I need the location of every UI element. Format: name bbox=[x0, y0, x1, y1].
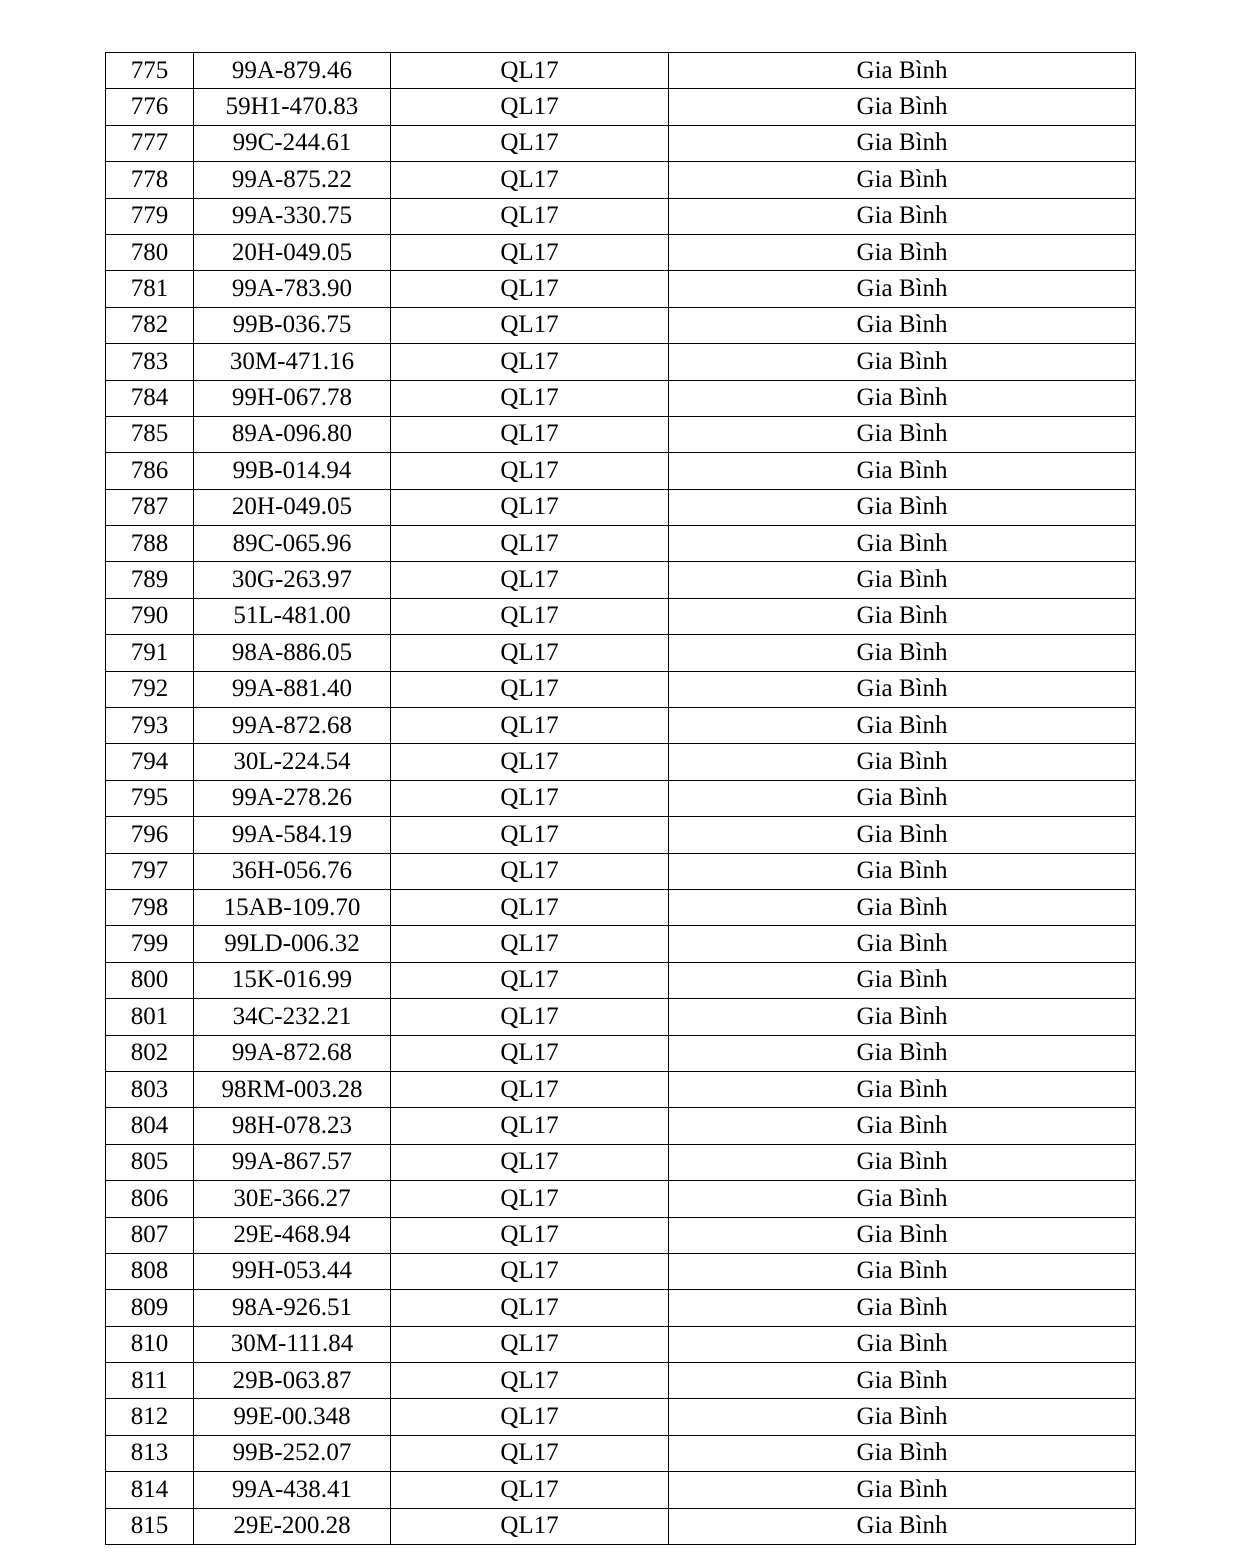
cell-place: Gia Bình bbox=[669, 962, 1136, 998]
table-row bbox=[106, 526, 1136, 562]
table-row bbox=[106, 1071, 1136, 1107]
cell-place: Gia Bình bbox=[669, 1108, 1136, 1144]
cell-route: QL17 bbox=[391, 1253, 669, 1289]
cell-stt: 782 bbox=[106, 307, 194, 343]
cell-stt: 797 bbox=[106, 853, 194, 889]
cell-stt: 787 bbox=[106, 489, 194, 525]
table-row bbox=[106, 271, 1136, 307]
cell-place: Gia Bình bbox=[669, 125, 1136, 161]
cell-place: Gia Bình bbox=[669, 671, 1136, 707]
cell-place: Gia Bình bbox=[669, 926, 1136, 962]
cell-route: QL17 bbox=[391, 1071, 669, 1107]
cell-route: QL17 bbox=[391, 416, 669, 452]
cell-route: QL17 bbox=[391, 562, 669, 598]
cell-stt: 784 bbox=[106, 380, 194, 416]
table-row bbox=[106, 1399, 1136, 1435]
cell-stt: 795 bbox=[106, 780, 194, 816]
cell-plate: 99A-438.41 bbox=[194, 1472, 391, 1508]
table-row bbox=[106, 926, 1136, 962]
cell-route: QL17 bbox=[391, 635, 669, 671]
cell-route: QL17 bbox=[391, 671, 669, 707]
table-row bbox=[106, 1290, 1136, 1326]
cell-route: QL17 bbox=[391, 744, 669, 780]
cell-plate: 98A-886.05 bbox=[194, 635, 391, 671]
cell-stt: 779 bbox=[106, 198, 194, 234]
cell-stt: 811 bbox=[106, 1363, 194, 1399]
cell-route: QL17 bbox=[391, 1508, 669, 1544]
cell-route: QL17 bbox=[391, 1435, 669, 1471]
cell-stt: 790 bbox=[106, 598, 194, 634]
table-row bbox=[106, 744, 1136, 780]
cell-place: Gia Bình bbox=[669, 1363, 1136, 1399]
cell-route: QL17 bbox=[391, 125, 669, 161]
cell-place: Gia Bình bbox=[669, 1071, 1136, 1107]
cell-place: Gia Bình bbox=[669, 1508, 1136, 1544]
cell-route: QL17 bbox=[391, 1181, 669, 1217]
cell-route: QL17 bbox=[391, 526, 669, 562]
table-row bbox=[106, 344, 1136, 380]
cell-place: Gia Bình bbox=[669, 380, 1136, 416]
cell-place: Gia Bình bbox=[669, 635, 1136, 671]
cell-place: Gia Bình bbox=[669, 999, 1136, 1035]
cell-place: Gia Bình bbox=[669, 89, 1136, 125]
table-row bbox=[106, 1253, 1136, 1289]
cell-place: Gia Bình bbox=[669, 53, 1136, 89]
cell-route: QL17 bbox=[391, 1472, 669, 1508]
cell-plate: 34C-232.21 bbox=[194, 999, 391, 1035]
cell-stt: 812 bbox=[106, 1399, 194, 1435]
table-row bbox=[106, 1326, 1136, 1362]
cell-route: QL17 bbox=[391, 89, 669, 125]
cell-stt: 809 bbox=[106, 1290, 194, 1326]
table-row bbox=[106, 671, 1136, 707]
cell-plate: 30M-471.16 bbox=[194, 344, 391, 380]
cell-place: Gia Bình bbox=[669, 1035, 1136, 1071]
cell-stt: 804 bbox=[106, 1108, 194, 1144]
table-row bbox=[106, 416, 1136, 452]
cell-stt: 786 bbox=[106, 453, 194, 489]
cell-plate: 29B-063.87 bbox=[194, 1363, 391, 1399]
cell-plate: 99B-252.07 bbox=[194, 1435, 391, 1471]
cell-stt: 780 bbox=[106, 234, 194, 270]
cell-stt: 794 bbox=[106, 744, 194, 780]
cell-stt: 788 bbox=[106, 526, 194, 562]
cell-place: Gia Bình bbox=[669, 817, 1136, 853]
cell-stt: 777 bbox=[106, 125, 194, 161]
cell-plate: 30M-111.84 bbox=[194, 1326, 391, 1362]
cell-plate: 99H-067.78 bbox=[194, 380, 391, 416]
cell-route: QL17 bbox=[391, 1217, 669, 1253]
cell-plate: 99A-881.40 bbox=[194, 671, 391, 707]
table-row bbox=[106, 380, 1136, 416]
table-row bbox=[106, 1181, 1136, 1217]
cell-place: Gia Bình bbox=[669, 598, 1136, 634]
table-row bbox=[106, 53, 1136, 89]
cell-plate: 99A-584.19 bbox=[194, 817, 391, 853]
table-row bbox=[106, 1363, 1136, 1399]
cell-stt: 778 bbox=[106, 162, 194, 198]
cell-plate: 99A-330.75 bbox=[194, 198, 391, 234]
table-row bbox=[106, 1108, 1136, 1144]
cell-plate: 36H-056.76 bbox=[194, 853, 391, 889]
cell-plate: 15AB-109.70 bbox=[194, 889, 391, 925]
cell-stt: 792 bbox=[106, 671, 194, 707]
cell-stt: 815 bbox=[106, 1508, 194, 1544]
cell-place: Gia Bình bbox=[669, 1435, 1136, 1471]
table-row bbox=[106, 635, 1136, 671]
cell-plate: 59H1-470.83 bbox=[194, 89, 391, 125]
table-body bbox=[106, 53, 1136, 1545]
cell-place: Gia Bình bbox=[669, 853, 1136, 889]
cell-place: Gia Bình bbox=[669, 344, 1136, 380]
cell-stt: 781 bbox=[106, 271, 194, 307]
cell-stt: 806 bbox=[106, 1181, 194, 1217]
cell-route: QL17 bbox=[391, 162, 669, 198]
cell-stt: 800 bbox=[106, 962, 194, 998]
cell-place: Gia Bình bbox=[669, 1181, 1136, 1217]
cell-plate: 30E-366.27 bbox=[194, 1181, 391, 1217]
table-row bbox=[106, 1144, 1136, 1180]
cell-stt: 793 bbox=[106, 708, 194, 744]
cell-plate: 99A-872.68 bbox=[194, 708, 391, 744]
table-row bbox=[106, 780, 1136, 816]
cell-plate: 99A-875.22 bbox=[194, 162, 391, 198]
cell-plate: 30L-224.54 bbox=[194, 744, 391, 780]
table-row bbox=[106, 1217, 1136, 1253]
cell-route: QL17 bbox=[391, 708, 669, 744]
cell-plate: 98A-926.51 bbox=[194, 1290, 391, 1326]
cell-route: QL17 bbox=[391, 380, 669, 416]
cell-place: Gia Bình bbox=[669, 1217, 1136, 1253]
cell-route: QL17 bbox=[391, 271, 669, 307]
cell-route: QL17 bbox=[391, 1144, 669, 1180]
table-row bbox=[106, 853, 1136, 889]
cell-stt: 807 bbox=[106, 1217, 194, 1253]
cell-stt: 802 bbox=[106, 1035, 194, 1071]
vehicle-list-table bbox=[105, 52, 1136, 1545]
table-row bbox=[106, 598, 1136, 634]
cell-place: Gia Bình bbox=[669, 526, 1136, 562]
cell-plate: 20H-049.05 bbox=[194, 489, 391, 525]
cell-route: QL17 bbox=[391, 344, 669, 380]
cell-plate: 99LD-006.32 bbox=[194, 926, 391, 962]
cell-plate: 51L-481.00 bbox=[194, 598, 391, 634]
table-row bbox=[106, 1435, 1136, 1471]
cell-route: QL17 bbox=[391, 198, 669, 234]
cell-stt: 801 bbox=[106, 999, 194, 1035]
cell-place: Gia Bình bbox=[669, 1290, 1136, 1326]
table-row bbox=[106, 817, 1136, 853]
cell-route: QL17 bbox=[391, 999, 669, 1035]
cell-place: Gia Bình bbox=[669, 1144, 1136, 1180]
cell-plate: 99A-783.90 bbox=[194, 271, 391, 307]
cell-plate: 30G-263.97 bbox=[194, 562, 391, 598]
cell-route: QL17 bbox=[391, 307, 669, 343]
cell-plate: 89A-096.80 bbox=[194, 416, 391, 452]
cell-place: Gia Bình bbox=[669, 562, 1136, 598]
table-row bbox=[106, 453, 1136, 489]
cell-plate: 29E-200.28 bbox=[194, 1508, 391, 1544]
cell-route: QL17 bbox=[391, 926, 669, 962]
cell-plate: 29E-468.94 bbox=[194, 1217, 391, 1253]
cell-place: Gia Bình bbox=[669, 271, 1136, 307]
cell-route: QL17 bbox=[391, 598, 669, 634]
cell-place: Gia Bình bbox=[669, 708, 1136, 744]
cell-plate: 99A-867.57 bbox=[194, 1144, 391, 1180]
cell-route: QL17 bbox=[391, 1035, 669, 1071]
cell-place: Gia Bình bbox=[669, 889, 1136, 925]
cell-plate: 98RM-003.28 bbox=[194, 1071, 391, 1107]
cell-place: Gia Bình bbox=[669, 489, 1136, 525]
cell-route: QL17 bbox=[391, 1399, 669, 1435]
table-row bbox=[106, 1035, 1136, 1071]
cell-stt: 805 bbox=[106, 1144, 194, 1180]
cell-place: Gia Bình bbox=[669, 780, 1136, 816]
cell-place: Gia Bình bbox=[669, 1326, 1136, 1362]
table-row bbox=[106, 562, 1136, 598]
table-row bbox=[106, 999, 1136, 1035]
cell-route: QL17 bbox=[391, 1326, 669, 1362]
table-row bbox=[106, 889, 1136, 925]
cell-route: QL17 bbox=[391, 234, 669, 270]
cell-place: Gia Bình bbox=[669, 1472, 1136, 1508]
cell-place: Gia Bình bbox=[669, 162, 1136, 198]
cell-place: Gia Bình bbox=[669, 416, 1136, 452]
cell-plate: 99E-00.348 bbox=[194, 1399, 391, 1435]
cell-route: QL17 bbox=[391, 1290, 669, 1326]
cell-plate: 99A-879.46 bbox=[194, 53, 391, 89]
cell-plate: 20H-049.05 bbox=[194, 234, 391, 270]
cell-route: QL17 bbox=[391, 817, 669, 853]
cell-stt: 803 bbox=[106, 1071, 194, 1107]
cell-route: QL17 bbox=[391, 780, 669, 816]
cell-plate: 99B-036.75 bbox=[194, 307, 391, 343]
cell-plate: 99A-278.26 bbox=[194, 780, 391, 816]
cell-route: QL17 bbox=[391, 1363, 669, 1399]
cell-stt: 776 bbox=[106, 89, 194, 125]
table-row bbox=[106, 89, 1136, 125]
table-row bbox=[106, 307, 1136, 343]
cell-route: QL17 bbox=[391, 53, 669, 89]
table-row bbox=[106, 962, 1136, 998]
cell-stt: 783 bbox=[106, 344, 194, 380]
cell-place: Gia Bình bbox=[669, 198, 1136, 234]
cell-plate: 89C-065.96 bbox=[194, 526, 391, 562]
cell-plate: 99H-053.44 bbox=[194, 1253, 391, 1289]
cell-route: QL17 bbox=[391, 962, 669, 998]
cell-stt: 775 bbox=[106, 53, 194, 89]
cell-stt: 813 bbox=[106, 1435, 194, 1471]
cell-route: QL17 bbox=[391, 1108, 669, 1144]
cell-plate: 99C-244.61 bbox=[194, 125, 391, 161]
cell-place: Gia Bình bbox=[669, 744, 1136, 780]
cell-stt: 808 bbox=[106, 1253, 194, 1289]
table-row bbox=[106, 1508, 1136, 1544]
cell-route: QL17 bbox=[391, 853, 669, 889]
cell-stt: 796 bbox=[106, 817, 194, 853]
cell-place: Gia Bình bbox=[669, 1253, 1136, 1289]
cell-plate: 99B-014.94 bbox=[194, 453, 391, 489]
cell-place: Gia Bình bbox=[669, 1399, 1136, 1435]
cell-plate: 15K-016.99 bbox=[194, 962, 391, 998]
cell-stt: 810 bbox=[106, 1326, 194, 1362]
table-row bbox=[106, 489, 1136, 525]
table-row bbox=[106, 198, 1136, 234]
table-row bbox=[106, 125, 1136, 161]
cell-place: Gia Bình bbox=[669, 234, 1136, 270]
cell-plate: 99A-872.68 bbox=[194, 1035, 391, 1071]
cell-stt: 791 bbox=[106, 635, 194, 671]
cell-place: Gia Bình bbox=[669, 453, 1136, 489]
table-row bbox=[106, 1472, 1136, 1508]
cell-stt: 789 bbox=[106, 562, 194, 598]
cell-route: QL17 bbox=[391, 453, 669, 489]
table-row bbox=[106, 162, 1136, 198]
cell-stt: 785 bbox=[106, 416, 194, 452]
cell-route: QL17 bbox=[391, 489, 669, 525]
cell-stt: 814 bbox=[106, 1472, 194, 1508]
cell-stt: 798 bbox=[106, 889, 194, 925]
cell-route: QL17 bbox=[391, 889, 669, 925]
cell-place: Gia Bình bbox=[669, 307, 1136, 343]
cell-stt: 799 bbox=[106, 926, 194, 962]
table-row bbox=[106, 708, 1136, 744]
cell-plate: 98H-078.23 bbox=[194, 1108, 391, 1144]
table-row bbox=[106, 234, 1136, 270]
